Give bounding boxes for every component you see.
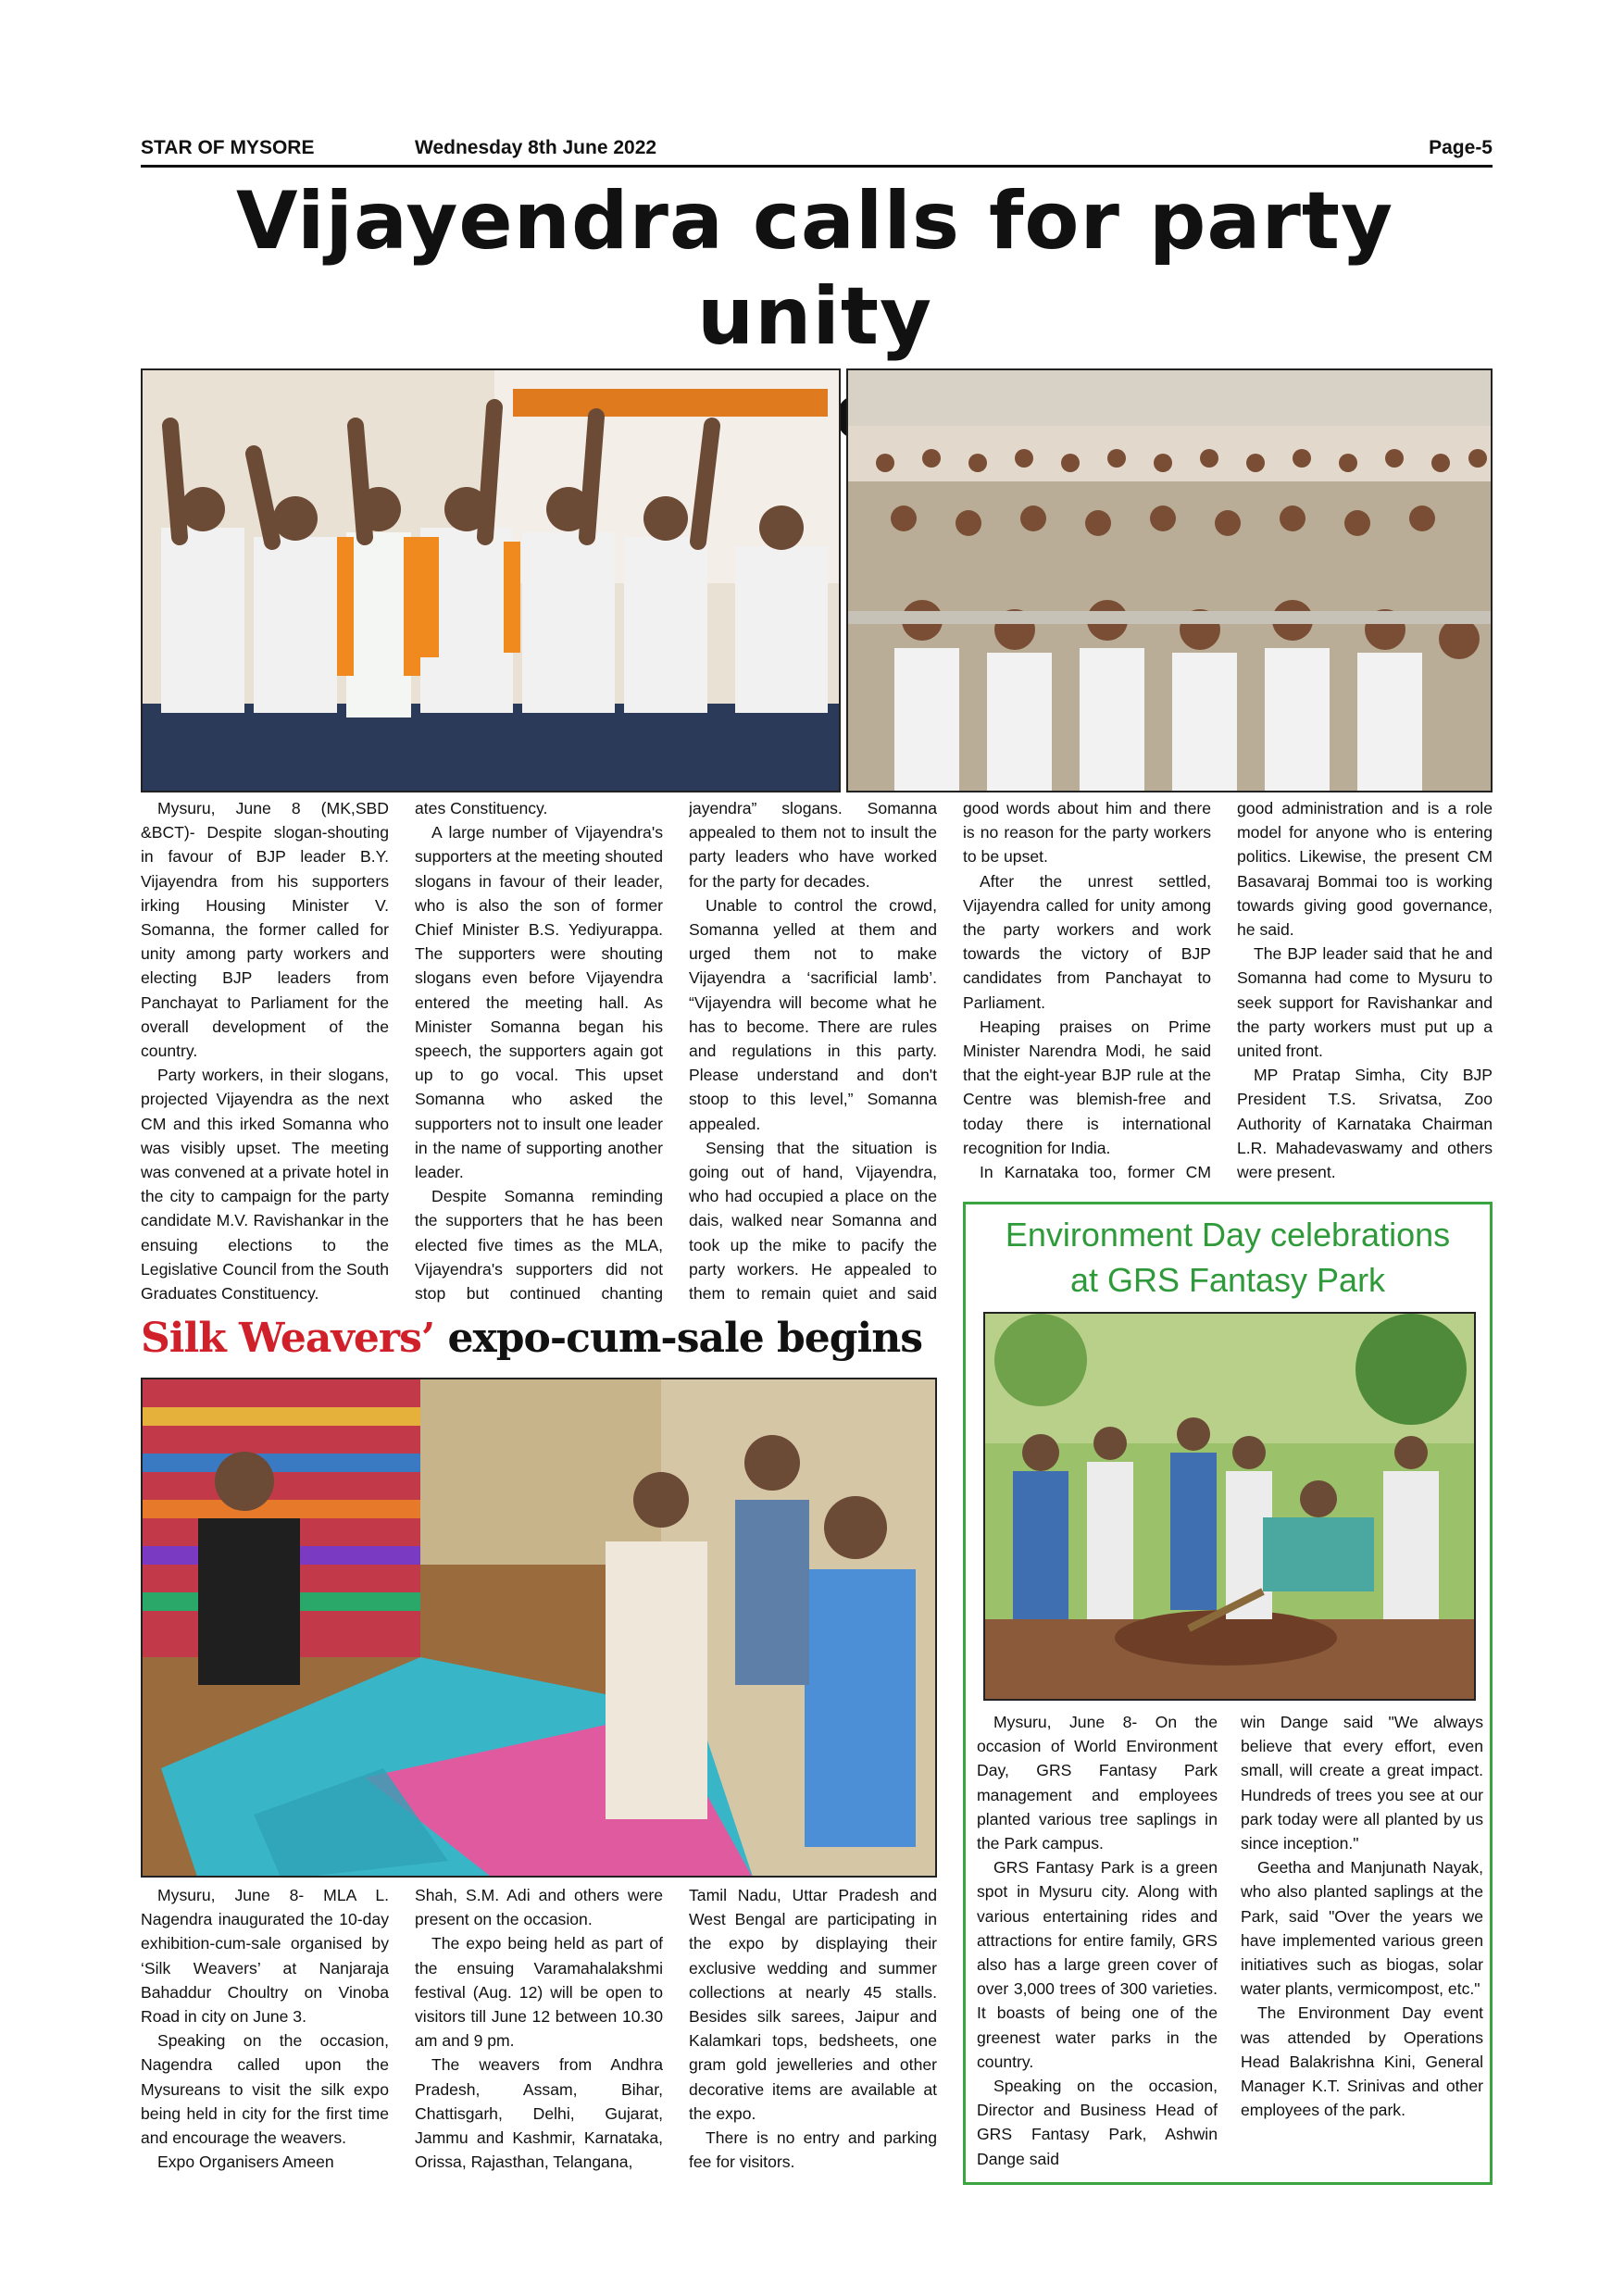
paragraph: GRS Fantasy Park is a green spot in Mysuru city. Along with various entertaining rides and attractions for entire family, GRS also has a large green cover of over 3,000 trees of 300 varieties. It boasts of being one of the greenest water parks in the country. (977, 1858, 1218, 2071)
saree-photo-illustration (143, 1379, 937, 1878)
lead-column-2 (415, 796, 663, 1305)
silk-headline (141, 1315, 956, 1362)
paragraph: In Karnataka too, former CM (980, 1163, 1211, 1182)
silk-column-1 (141, 1883, 389, 2189)
stage-photo-illustration (143, 370, 841, 792)
environment-day-headline (966, 1212, 1490, 1303)
paragraph: The Environment Day event was attended by Operations Head Balakrishna Kini, General Manager K.T. Srinivas and other employees of the park. (1241, 2003, 1483, 2120)
paragraph: A large number of Vijayendra's supporters at the meeting shouted slogans in favour of their leader, who is also the son of former Chief Minister B.S. Yediyurappa. The supporters were shouting slogans even before Vijayendra entered the meeting hall. As Minister Somanna began his speech, the supporters again got up to go vocal. This upset Somanna who asked the supporters not to insult one leader in the name of supporting another leader. (415, 823, 663, 1182)
paragraph: good administration and is a role model for anyone who is entering politics. Likewise, the present CM Basavaraj Bommai too is working towards giving good governance, he said. (1237, 799, 1493, 940)
paper-name: STAR OF MYSORE (141, 137, 315, 158)
crowd-photo-illustration (848, 370, 1493, 792)
env-headline-line-2: at GRS Fantasy Park (1069, 1261, 1386, 1299)
paragraph: Geetha and Manjunath Nayak, who also planted saplings at the Park, said "Over the years we have implemented various green initiatives such as biogas, solar water plants, vermicompost, etc." (1241, 1858, 1483, 1999)
paragraph: There is no entry and parking fee for visitors. (689, 2128, 937, 2172)
paragraph: Shah, S.M. Adi and others were present on the occasion. (415, 1886, 663, 1929)
paragraph: win Dange said "We always believe that every effort, even small, will create a great impact. Hundreds of trees you see at our park today were all planted by us since inception." (1241, 1713, 1483, 1853)
paragraph: good words about him and there is no reason for the party workers to be upset. (963, 799, 1211, 867)
paragraph: Despite Somanna reminding the supporters that he has been elected five times as the MLA, Vijayendra's supporters did not stop but continued chanting (415, 1187, 663, 1304)
issue-date: Wednesday 8th June 2022 (415, 137, 657, 158)
paragraph: Expo Organisers Ameen (157, 2152, 334, 2172)
silk-headline-black: expo-cum-sale begins (434, 1315, 923, 1362)
lead-column-5 (1237, 796, 1493, 1185)
paragraph: Mysuru, June 8- On the occasion of World Environment Day, GRS Fantasy Park management and employees planted various tree saplings in the Park campus. (977, 1713, 1218, 1853)
env-column-1 (977, 1710, 1218, 2177)
silk-column-2 (415, 1883, 663, 2189)
paragraph: Speaking on the occasion, Nagendra called upon the Mysureans to visit the silk expo being held in city for the first time and encourage the weavers. (141, 2031, 389, 2148)
silk-photo (141, 1378, 937, 1878)
paragraph: Speaking on the occasion, Director and Business Head of GRS Fantasy Park, Ashwin Dange said (977, 2077, 1218, 2168)
environment-day-box (963, 1202, 1493, 2185)
env-column-2 (1241, 1710, 1483, 2177)
paragraph: MP Pratap Simha, City BJP President T.S. Srivatsa, Zoo Authority of Karnataka Chairman L.R. Mahadevaswamy and others were present. (1237, 1066, 1493, 1182)
silk-headline-red: Silk Weavers’ (141, 1315, 435, 1362)
paragraph: Party workers, in their slogans, projected Vijayendra as the next CM and this irked Somanna who was visibly upset. The meeting was convened at a private hotel in the city to campaign for the party candidate M.V. Ravishankar in the ensuing elections to the Legislative Council from the South Graduates Constituency. (141, 1066, 389, 1304)
paragraph: The BJP leader said that he and Somanna had come to Mysuru to seek support for Ravishankar and the party workers must put up a united front. (1237, 944, 1493, 1061)
env-headline-line-1: Environment Day celebrations (1005, 1216, 1451, 1254)
paragraph: Mysuru, June 8- MLA L. Nagendra inaugurated the 10-day exhibition-cum-sale organised by ‘Silk Weavers’ at Nanjaraja Bahaddur Choultry on Vinoba Road in city on June 3. (141, 1886, 389, 2027)
tree-planting-photo-illustration (985, 1314, 1476, 1701)
lead-photo-stage (141, 368, 841, 792)
masthead (141, 137, 1493, 168)
paragraph: Tamil Nadu, Uttar Pradesh and West Bengal are participating in the expo by displaying their exclusive wedding and summer collections at nearly 45 stalls. Besides silk sarees, Jaipur and Kalamkari tops, bedsheets, one gram gold jewelleries and other decorative items are available at the expo. (689, 1886, 937, 2123)
paragraph: ates Constituency. (415, 799, 548, 817)
lead-column-3 (689, 796, 937, 1305)
silk-column-3 (689, 1883, 937, 2189)
paragraph: Sensing that the situation is going out of hand, Vijayendra, who had occupied a place on the dais, walked near Somanna and took up the mike to pacify the party workers. He appealed to them to remain quiet and said (689, 1138, 937, 1304)
page-number: Page-5 (1429, 137, 1493, 158)
lead-column-4 (963, 796, 1211, 1185)
lead-headline-line-1: Vijayendra calls for party unity (235, 175, 1394, 363)
paragraph: jayendra” slogans. Somanna appealed to them not to insult the party leaders who have worked for the party for decades. (689, 799, 937, 891)
environment-photo (983, 1312, 1476, 1701)
lead-column-1 (141, 796, 389, 1305)
paragraph: After the unrest settled, Vijayendra called for unity among the party workers and work towards the victory of BJP candidates from Panchayat to Parliament. (963, 871, 1211, 1012)
paragraph: Heaping praises on Prime Minister Narendra Modi, he said that the eight-year BJP rule at the Centre was blemish-free and today there is international recognition for India. (963, 1017, 1211, 1157)
paragraph: The expo being held as part of the ensuing Varamahalakshmi festival (Aug. 12) will be open to visitors till June 12 between 10.30 am and 9 pm. (415, 1934, 663, 2051)
paragraph: Unable to control the crowd, Somanna yelled at them and urged them not to make Vijayendra a ‘sacrificial lamb’. “Vijayendra will become what he has to become. There are rules and regulations in this party. Please understand and don't stoop to this level,” Somanna appealed. (689, 895, 937, 1133)
paragraph: Mysuru, June 8 (MK,SBD &BCT)- Despite slogan-shouting in favour of BJP leader B.Y. Vijayendra from his supporters irking Housing Minister V. Somanna, the former called for unity among party workers and electing BJP leaders from Panchayat to Parliament for the overall development of the country. (141, 799, 389, 1061)
paragraph: The weavers from Andhra Pradesh, Assam, Bihar, Chattisgarh, Delhi, Gujarat, Jammu and Kashmir, Karnataka, Orissa, Rajasthan, Telangana, (415, 2055, 663, 2172)
lead-photo-crowd (846, 368, 1493, 792)
